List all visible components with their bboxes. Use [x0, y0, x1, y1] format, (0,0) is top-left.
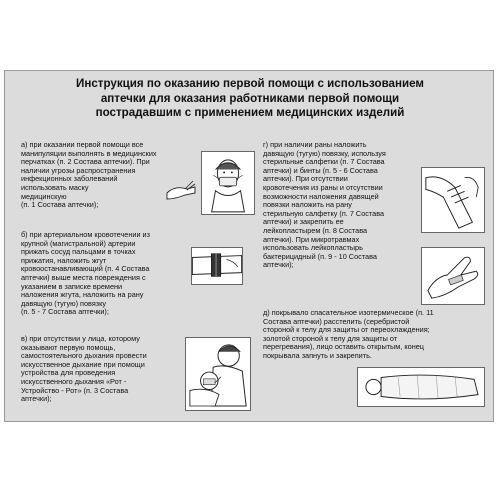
text-line: золотой стороной к телу для защиты от [263, 333, 398, 343]
thermal-blanket-icon [358, 368, 484, 406]
section-b-text [21, 231, 150, 317]
text-line: искусственного дыхания «Рот - [21, 376, 127, 386]
text-line: аптечки). При отсутствии [263, 174, 348, 184]
gloved-hands-illustration [165, 167, 197, 207]
bandage-arm-illustration [421, 167, 485, 233]
text-line: аптечки); [21, 394, 52, 404]
text-line: б) при артериальном кровотечении из [21, 230, 150, 239]
rescue-breathing-illustration [185, 337, 251, 411]
instruction-poster [4, 70, 494, 422]
text-line: аптечки) выше места повреждения с [21, 272, 146, 282]
text-line: прижать сосуд пальцами в точках [21, 247, 136, 257]
text-line: наложения жгута, наложить на рану [21, 290, 144, 300]
text-line: аптечки); [263, 260, 294, 270]
gloves-mask-icon [202, 152, 254, 214]
text-line: (п. 5 - 7 Состава аптечки); [21, 307, 109, 317]
tourniquet-illustration [191, 247, 243, 285]
text-line: крупной (магистральной) артерии [21, 238, 136, 248]
gloves-mask-illustration [201, 151, 255, 215]
text-line: покрывала запнуть и закрепить. [263, 350, 372, 360]
text-line: лейкопластырем (п. 8 Состава [263, 225, 368, 235]
rescue-breathing-icon [186, 338, 250, 410]
text-line: медицинскую [21, 191, 67, 201]
text-line: бактерицидный (п. 9 - 10 Состава [263, 251, 377, 261]
text-line: самостоятельного дыхания провести [21, 351, 147, 361]
text-line: в) при отсутствии у лица, которому [21, 334, 140, 343]
text-line: устройства для проведения [21, 368, 116, 378]
text-line: давящую (тугую) повязку, используя [263, 148, 386, 158]
poster-title [13, 77, 487, 121]
text-line: использовать лейкопластырь [263, 243, 363, 253]
text-line: перчатках (п. 2 Состава аптечки). При [21, 157, 150, 167]
plaster-hand-illustration [421, 247, 485, 305]
text-line: искусственное дыхание при помощи [21, 359, 145, 369]
text-line: давящую (тугую) повязку [21, 298, 107, 308]
text-line: прижатия, наложить жгут [21, 255, 107, 265]
text-line: повязки наложить на рану [263, 200, 352, 210]
text-line: указанием в записке времени [21, 281, 123, 291]
text-line: аптечки) и закрепить ее [263, 217, 344, 227]
gloved-hands-icon [165, 167, 197, 207]
section-a-text [21, 141, 157, 210]
text-line: стороной к телу для защиты от переохлаждения; [263, 325, 430, 335]
text-line: Устройство - Рот» (п. 3 Состава [21, 385, 129, 395]
section-d-text [263, 309, 434, 361]
section-v-text [21, 335, 147, 404]
text-line: стерильные салфетки (п. 7 Состава [263, 157, 385, 167]
tourniquet-icon [192, 248, 242, 284]
text-line: перегревания), лицо оставить открытым, конец [263, 342, 424, 352]
bandage-arm-icon [422, 168, 484, 232]
plaster-hand-icon [422, 248, 484, 304]
text-line: г) при наличии раны наложить [263, 140, 367, 149]
title-line: аптечки для оказания работниками первой помощи [100, 91, 400, 105]
title-line: пострадавшим с применением медицинских изделий [95, 106, 405, 119]
text-line: возможности наложения давящей [263, 191, 379, 201]
text-line: кровоостанавливающий (п. 4 Состава [21, 264, 150, 274]
text-line: оказывают первую помощь, [21, 342, 116, 352]
section-g-text [263, 141, 386, 270]
text-line: использовать маску [21, 182, 89, 192]
text-line: кровотечения из раны и отсутствии [263, 182, 383, 192]
text-line: стерильную салфетку (п. 7 Состава [263, 208, 385, 218]
text-line: инфекционных заболеваний [21, 174, 118, 184]
text-line: наличии угрозы распространения [21, 165, 136, 175]
text-line: д) покрывало спасательное изотермическое (п. 11 [263, 308, 434, 317]
text-line: манипуляции выполнять в медицинских [21, 148, 157, 158]
text-line: аптечки). При микротравмах [263, 234, 360, 244]
text-line: а) при оказании первой помощи все [21, 140, 144, 149]
thermal-blanket-illustration [357, 367, 485, 407]
text-line: аптечки) и бинты (п. 5 - 6 Состава [263, 165, 378, 175]
title-line: Инструкция по оказанию первой помощи с использованием [76, 77, 424, 90]
text-line: (п. 1 Состава аптечки); [21, 200, 99, 210]
text-line: Состава аптечки) расстелить (серебристой [263, 316, 410, 326]
